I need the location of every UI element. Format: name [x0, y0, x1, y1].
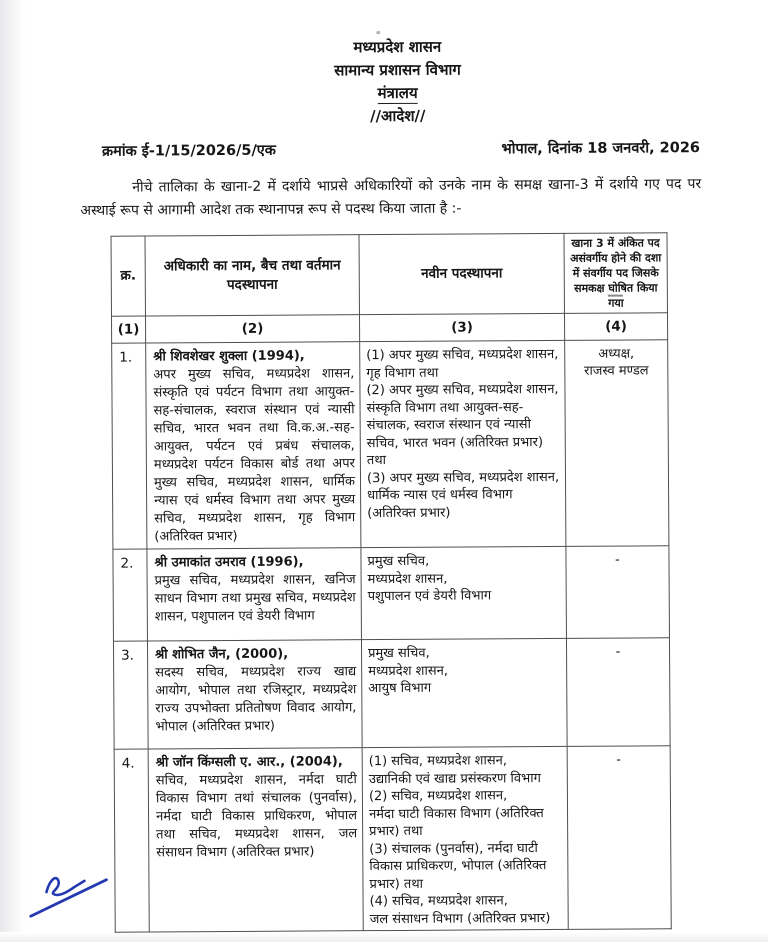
department-title: सामान्य प्रशासन विभाग	[334, 60, 461, 80]
officer-name: श्री उमाकांत उमराव (1996),	[154, 554, 304, 571]
government-title: मध्यप्रदेश शासन	[353, 37, 442, 57]
signature-ink-mark	[22, 852, 114, 923]
table-row	[113, 546, 670, 641]
order-number: क्रमांक ई-1/15/2026/5/एक	[101, 142, 276, 160]
officer-name: श्री शोभित जैन, (2000),	[155, 646, 289, 663]
officer-current-posting: सचिव, मध्यप्रदेश शासन, नर्मदा घाटी विकास विभाग तथां संचालक (पुनर्वास), नर्मदा घाटी विकास प्राधिकरण, भोपाल तथा सचिव, मध्यप्रदेश शासन, जल संसाधन विभाग (अतिरिक्त प्रभार)	[155, 772, 358, 861]
intro-paragraph: नीचे तालिका के खाना-2 में दर्शाये भाप्रसे अधिकारियों को उनके नाम के समक्ष खाना-3 में दर्शाये गए पद पर अस्थाई रूप से आगामी आदेश तक स्थानापन्न रूप से पदस्थ किया जाता है :-	[80, 176, 702, 219]
equivalent-post: -	[566, 638, 670, 747]
new-posting: (1) सचिव, मध्यप्रदेश शासन, उद्यानिकी एवं खाद्य प्रसंस्करण विभाग (2) सचिव, मध्यप्रदेश शासन, नर्मदा घाटी विकास विभाग (अतिरिक्त प्रभार) तथा (3) संचालक (पुनर्वास), नर्मदा घाटी विकास प्राधिकरण, भोपाल (अतिरिक्त प्रभार) तथा (4) सचिव, मध्यप्रदेश शासन, जल संसाधन विभाग (अतिरिक्त प्रभार)	[362, 746, 568, 930]
ministry-line: मंत्रालय	[377, 83, 418, 103]
header-serial: क्र.	[111, 236, 145, 316]
scan-dash-artifact	[608, 295, 623, 297]
new-posting: (1) अपर मुख्य सचिव, मध्यप्रदेश शासन, गृह विभाग तथा (2) अपर मुख्य सचिव, मध्यप्रदेश शासन, संस्कृति विभाग तथा आयुक्त-सह-संचालक, स्वराज संस्थान एवं न्यासी सचिव, भारत भवन (अतिरिक्त प्रभार) तथा (3) अपर मुख्य सचिव, मध्यप्रदेश शासन, धार्मिक न्यास एवं धर्मस्व विभाग (अतिरिक्त प्रभार)	[360, 340, 566, 547]
officer-current-posting: सदस्य सचिव, मध्यप्रदेश राज्य खाद्य आयोग, भोपाल तथा रजिस्ट्रार, मध्यप्रदेश राज्य उपभोक्ता प्रतितोषण विवाद आयोग, भोपाल (अतिरिक्त प्रभार)	[155, 664, 357, 735]
col-number: (2)	[145, 315, 359, 343]
officer-cell	[146, 342, 361, 549]
col-number: (4)	[564, 313, 667, 341]
serial-number: 4.	[114, 749, 149, 932]
place-and-date: भोपाल, दिनांक 18 जनवरी, 2026	[501, 140, 701, 158]
document-header	[107, 34, 688, 130]
equivalent-post: अध्यक्ष, राजस्व मण्डल	[565, 340, 669, 547]
header-officer-name: अधिकारी का नाम, बैच तथा वर्तमान पदस्थापना	[145, 235, 359, 316]
column-number-row	[111, 313, 667, 343]
reference-row	[102, 137, 700, 161]
scan-speck	[376, 31, 380, 34]
officer-current-posting: प्रमुख सचिव, मध्यप्रदेश शासन, खनिज साधन विभाग तथा प्रमुख सचिव, मध्यप्रदेश शासन, पशुपालन एवं डेयरी विभाग	[154, 572, 356, 625]
table-row	[114, 746, 671, 932]
col-number: (3)	[359, 313, 564, 341]
officer-name: श्री जॉन किंग्सली ए. आर., (2004),	[155, 754, 343, 771]
new-posting: प्रमुख सचिव, मध्यप्रदेश शासन, पशुपालन एवं डेयरी विभाग	[361, 546, 567, 639]
officer-cell	[148, 748, 363, 932]
header-new-posting: नवीन पदस्थापना	[359, 233, 564, 314]
order-label: //आदेश//	[370, 106, 426, 126]
table-row	[112, 340, 669, 549]
officer-current-posting: अपर मुख्य सचिव, मध्यप्रदेश शासन, संस्कृति एवं पर्यटन विभाग तथा आयुक्त-सह-संचालक, स्वराज संस्थान एवं न्यासी सचिव, भारत भवन तथा वि.क.अ.-सह-आयुक्त, पर्यटन एवं प्रबंध संचालक, मध्यप्रदेश पर्यटन विकास बोर्ड तथा अपर मुख्य सचिव, मध्यप्रदेश शासन, धार्मिक न्यास एवं धर्मस्व विभाग तथा अपर मुख्य सचिव, मध्यप्रदेश शासन, गृह विभाग (अतिरिक्त प्रभार)	[153, 366, 356, 545]
table-row	[113, 638, 670, 749]
col-number: (1)	[111, 316, 145, 343]
serial-number: 3.	[113, 641, 148, 749]
table-header-row	[111, 233, 667, 316]
header-equivalent-post: खाना 3 में अंकित पद असंवर्गीय होने की दशा में संवर्गीय पद जिसके समकक्ष घोषित किया गया	[564, 233, 667, 314]
equivalent-post: -	[567, 746, 671, 930]
serial-number: 2.	[113, 549, 148, 641]
officer-cell	[147, 548, 362, 641]
new-posting: प्रमुख सचिव, मध्यप्रदेश शासन, आयुष विभाग	[361, 638, 567, 747]
serial-number: 1.	[112, 343, 147, 549]
officer-name: श्री शिवशेखर शुक्ला (1994),	[153, 348, 305, 365]
transfer-order-table	[111, 232, 672, 932]
officer-cell	[147, 640, 362, 749]
equivalent-post: -	[566, 546, 670, 639]
